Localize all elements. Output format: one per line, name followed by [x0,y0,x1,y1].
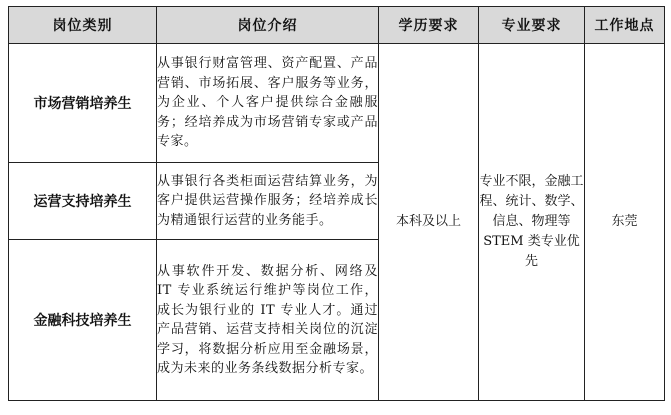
header-location: 工作地点 [585,7,665,44]
category-cell: 市场营销培养生 [9,44,157,163]
category-cell: 金融科技培养生 [9,240,157,401]
intro-cell: 从事软件开发、数据分析、网络及 IT 专业系统运行维护等岗位工作，成长为银行业的 IT 专业人才。通过产品营销、运营支持相关岗位的沉淀学习，将数据分析应用至金融场景，成为未来的业务条线数据分析专家。 [157,240,379,401]
header-category: 岗位类别 [9,7,157,44]
category-cell: 运营支持培养生 [9,163,157,240]
intro-cell: 从事银行财富管理、资产配置、产品营销、市场拓展、客户服务等业务，为企业、个人客户提供综合金融服务；经培养成为市场营销专家或产品专家。 [157,44,379,163]
header-education: 学历要求 [379,7,479,44]
header-major: 专业要求 [479,7,585,44]
positions-table [8,6,665,401]
table-header-row [9,7,665,44]
intro-cell: 从事银行各类柜面运营结算业务，为客户提供运营操作服务；经培养成长为精通银行运营的业务能手。 [157,163,379,240]
major-cell: 专业不限，金融工程、统计、数学、信息、物理等 STEM 类专业优先 [479,44,585,401]
location-cell: 东莞 [585,44,665,401]
table-row [9,44,665,163]
header-intro: 岗位介绍 [157,7,379,44]
education-cell: 本科及以上 [379,44,479,401]
